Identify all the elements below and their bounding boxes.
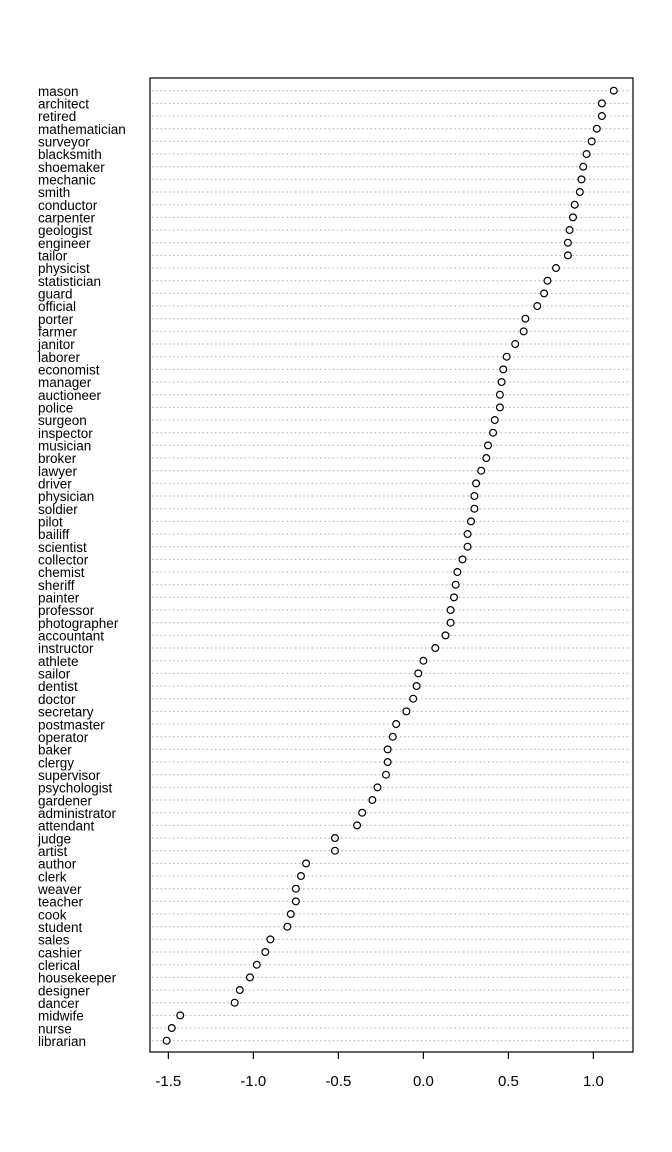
category-label: smith xyxy=(38,185,71,201)
category-label: broker xyxy=(38,451,77,467)
data-point xyxy=(471,493,478,500)
data-point xyxy=(553,265,560,272)
category-label: designer xyxy=(38,983,90,999)
data-point xyxy=(454,569,461,576)
data-point xyxy=(564,252,571,259)
data-point xyxy=(236,987,243,994)
data-point xyxy=(389,733,396,740)
data-point xyxy=(580,163,587,170)
category-label: sales xyxy=(38,932,70,948)
data-point xyxy=(253,961,260,968)
data-point xyxy=(483,455,490,462)
category-label: engineer xyxy=(38,235,91,251)
data-point xyxy=(520,328,527,335)
category-label: carpenter xyxy=(38,210,96,226)
data-point xyxy=(267,936,274,943)
data-point xyxy=(478,467,485,474)
data-point xyxy=(432,645,439,652)
category-label: pilot xyxy=(38,514,63,530)
category-label: housekeeper xyxy=(38,970,117,986)
category-label: statistician xyxy=(38,273,102,289)
category-label: doctor xyxy=(38,691,76,707)
category-label: operator xyxy=(38,729,89,745)
category-label: scientist xyxy=(38,539,87,555)
data-point xyxy=(491,417,498,424)
category-label: weaver xyxy=(38,881,82,897)
data-point xyxy=(303,860,310,867)
category-label: athlete xyxy=(38,653,79,669)
data-point xyxy=(534,303,541,310)
data-point xyxy=(384,746,391,753)
category-label: guard xyxy=(38,286,73,302)
data-point xyxy=(522,315,529,322)
data-point xyxy=(496,391,503,398)
category-label: inspector xyxy=(38,425,93,441)
data-point xyxy=(383,771,390,778)
category-label: auctioneer xyxy=(38,387,102,403)
data-point xyxy=(292,885,299,892)
category-label: shoemaker xyxy=(38,159,105,175)
data-point xyxy=(177,1012,184,1019)
data-point xyxy=(403,708,410,715)
data-point xyxy=(284,923,291,930)
data-point xyxy=(384,759,391,766)
category-label: porter xyxy=(38,311,74,327)
category-label: administrator xyxy=(38,805,117,821)
data-point xyxy=(498,379,505,386)
category-label: mason xyxy=(38,83,79,99)
data-point xyxy=(413,683,420,690)
category-label: cook xyxy=(38,907,67,923)
x-axis-tick-label: -1.5 xyxy=(155,1073,182,1090)
category-label: dancer xyxy=(38,995,80,1011)
category-label: accountant xyxy=(38,628,105,644)
category-label: author xyxy=(38,856,77,872)
category-label: clerk xyxy=(38,869,67,885)
category-label: sheriff xyxy=(38,577,75,593)
category-label: farmer xyxy=(38,324,78,340)
category-label: chemist xyxy=(38,565,85,581)
data-point xyxy=(452,581,459,588)
data-point xyxy=(544,277,551,284)
data-point xyxy=(512,341,519,348)
x-axis-tick-label: 0.5 xyxy=(497,1073,519,1090)
data-point xyxy=(447,607,454,614)
category-label: teacher xyxy=(38,894,84,910)
data-point xyxy=(332,847,339,854)
category-label: driver xyxy=(38,476,72,492)
category-label: instructor xyxy=(38,641,94,657)
category-label: surveyor xyxy=(38,134,90,150)
data-point xyxy=(471,505,478,512)
category-label: geologist xyxy=(38,223,93,239)
category-label: manager xyxy=(38,375,92,391)
category-label: surgeon xyxy=(38,413,87,429)
x-axis-tick-label: -0.5 xyxy=(325,1073,352,1090)
category-label: clergy xyxy=(38,755,75,771)
data-point xyxy=(415,670,422,677)
category-label: conductor xyxy=(38,197,98,213)
data-point xyxy=(393,721,400,728)
category-label: lawyer xyxy=(38,463,78,479)
category-label: artist xyxy=(38,843,68,859)
data-point xyxy=(292,898,299,905)
data-point xyxy=(359,809,366,816)
category-label: gardener xyxy=(38,793,93,809)
data-point xyxy=(588,138,595,145)
plot-box xyxy=(150,78,633,1052)
x-axis-tick-label: 0.0 xyxy=(412,1073,434,1090)
data-point xyxy=(354,822,361,829)
data-point xyxy=(485,442,492,449)
data-point xyxy=(231,999,238,1006)
category-label: official xyxy=(38,299,77,315)
data-point xyxy=(503,353,510,360)
category-label: collector xyxy=(38,552,89,568)
data-point xyxy=(374,784,381,791)
category-label: supervisor xyxy=(38,767,101,783)
category-label: librarian xyxy=(38,1033,87,1049)
category-label: musician xyxy=(38,438,92,454)
data-point xyxy=(468,518,475,525)
category-label: mechanic xyxy=(38,172,96,188)
category-label: blacksmith xyxy=(38,147,102,163)
category-label: laborer xyxy=(38,349,81,365)
data-point xyxy=(593,125,600,132)
category-label: physicist xyxy=(38,261,90,277)
category-label: midwife xyxy=(38,1008,84,1024)
category-label: painter xyxy=(38,590,80,606)
data-point xyxy=(473,480,480,487)
category-label: soldier xyxy=(38,501,78,517)
data-point xyxy=(541,290,548,297)
category-label: physician xyxy=(38,489,95,505)
data-point xyxy=(332,835,339,842)
category-label: clerical xyxy=(38,957,81,973)
x-axis-tick-label: 1.0 xyxy=(582,1073,604,1090)
category-label: attendant xyxy=(38,818,95,834)
data-point xyxy=(369,797,376,804)
data-point xyxy=(598,113,605,120)
category-label: secretary xyxy=(38,704,94,720)
category-label: architect xyxy=(38,96,90,112)
data-point xyxy=(578,176,585,183)
data-point xyxy=(598,100,605,107)
category-label: mathematician xyxy=(38,121,126,137)
category-label: sailor xyxy=(38,666,71,682)
data-point xyxy=(500,366,507,373)
data-point xyxy=(287,911,294,918)
data-point xyxy=(490,429,497,436)
category-label: professor xyxy=(38,603,95,619)
category-label: judge xyxy=(38,831,72,847)
data-point xyxy=(570,214,577,221)
data-point xyxy=(583,151,590,158)
category-label: retired xyxy=(38,109,77,125)
data-point xyxy=(566,227,573,234)
category-label: police xyxy=(38,400,74,416)
data-point xyxy=(464,531,471,538)
data-point xyxy=(168,1025,175,1032)
data-point xyxy=(576,189,583,196)
data-point xyxy=(163,1037,170,1044)
category-label: bailiff xyxy=(38,527,70,543)
category-label: dentist xyxy=(38,679,78,695)
data-point xyxy=(571,201,578,208)
category-label: economist xyxy=(38,362,100,378)
data-point xyxy=(464,543,471,550)
category-label: tailor xyxy=(38,248,68,264)
category-label: baker xyxy=(38,742,72,758)
category-label: psychologist xyxy=(38,780,113,796)
data-point xyxy=(496,404,503,411)
data-point xyxy=(442,632,449,639)
x-axis-tick-label: -1.0 xyxy=(240,1073,267,1090)
data-point xyxy=(247,974,254,981)
data-point xyxy=(564,239,571,246)
data-point xyxy=(447,619,454,626)
category-label: postmaster xyxy=(38,717,105,733)
category-label: photographer xyxy=(38,615,119,631)
data-point xyxy=(298,873,305,880)
category-label: janitor xyxy=(38,337,75,353)
category-label: cashier xyxy=(38,945,82,961)
data-point xyxy=(420,657,427,664)
data-point xyxy=(610,87,617,94)
data-point xyxy=(410,695,417,702)
category-label: student xyxy=(38,919,83,935)
data-point xyxy=(459,556,466,563)
data-point xyxy=(262,949,269,956)
category-label: nurse xyxy=(38,1021,72,1037)
data-point xyxy=(451,594,458,601)
